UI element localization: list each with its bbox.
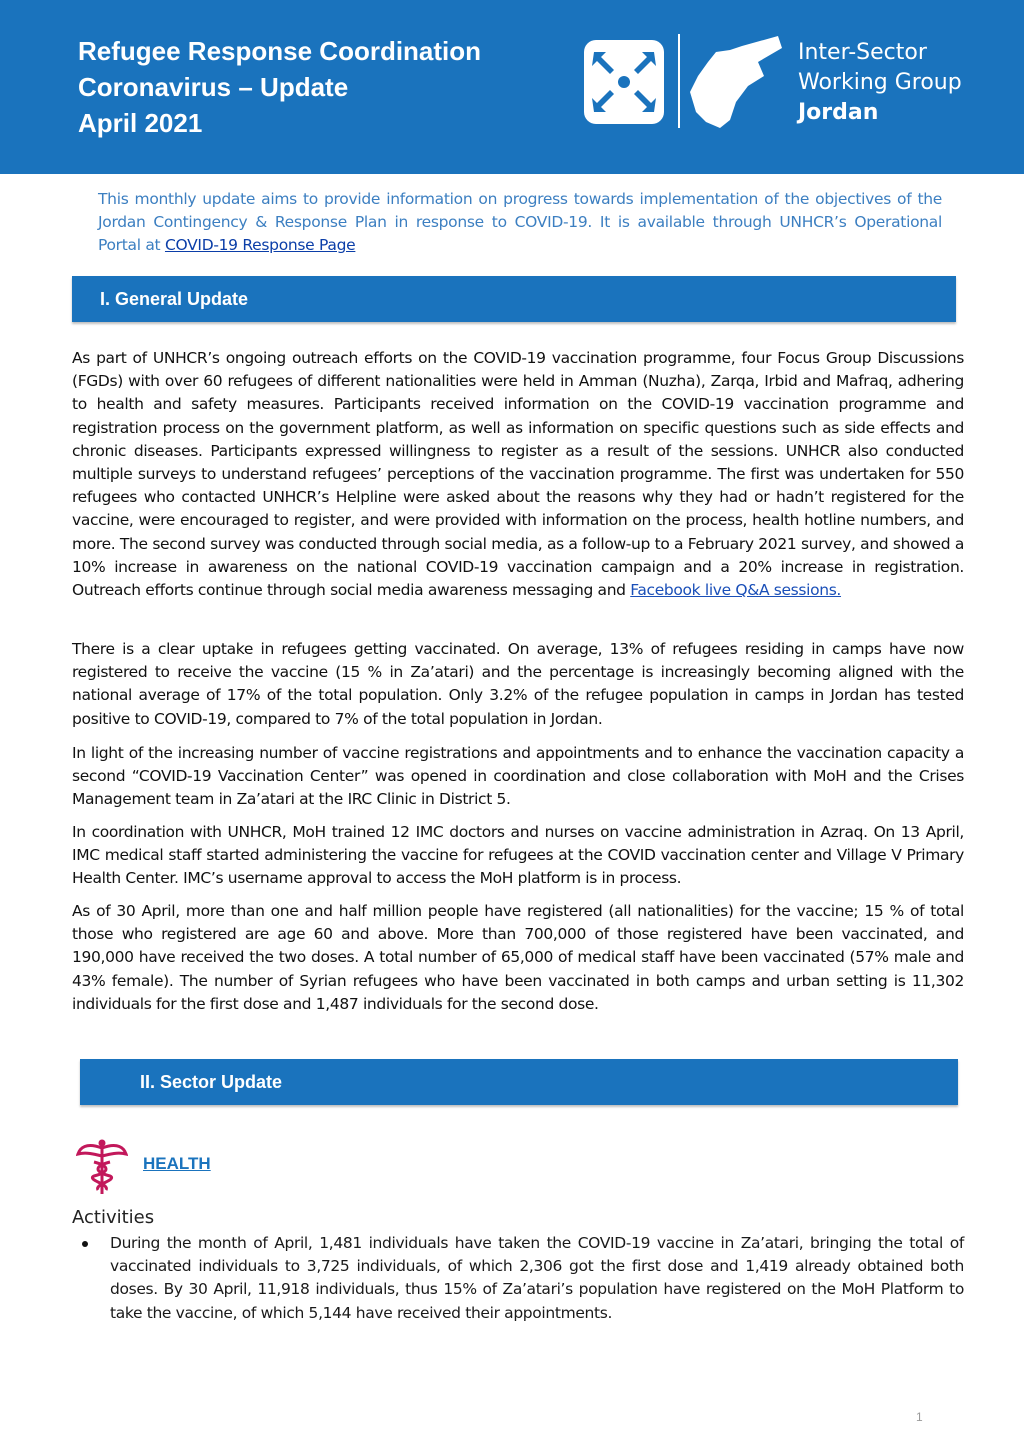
report-subtitle: Coronavirus – Update xyxy=(78,72,349,102)
page-number: 1 xyxy=(916,1410,923,1424)
general-update-paragraph-4: In coordination with UNHCR, MoH trained 12 IMC doctors and nurses on vaccine administration in Azraq. On 13 April, IMC medical staff started administering the vaccine for refugees at the COVID vaccination center and Village V Primary Health Center. IMC’s username approval to access the MoH platform is in process. xyxy=(72,823,964,888)
logo-divider xyxy=(678,34,680,128)
general-update-paragraph-5: As of 30 April, more than one and half million people have registered (all nationalities) for the vaccine; 15 % of total those who registered are age 60 and above. More than 700,000 of those registered have been vaccinated, and 190,000 have received the two doses. A total number of 65,000 of medical staff have been vaccinated (57% male and 43% female). The number of Syrian refugees who have been vaccinated in both camps and urban setting is 11,302 individuals for the first dose and 1,487 individuals for the second dose. xyxy=(72,902,964,1013)
jordan-map-icon xyxy=(686,32,786,130)
caduceus-icon xyxy=(76,1138,128,1196)
health-section-link[interactable]: HEALTH xyxy=(143,1154,211,1173)
general-update-paragraph-1 xyxy=(72,347,964,602)
list-item-text: During the month of April, 1,481 individuals have taken the COVID-19 vaccine in Za’atari, bringing the total of vaccinated individuals to 3,725 individuals, of which 2,306 got the first dose and 1,419 already obtained both doses. By 30 April, 11,918 individuals, thus 15% of Za’atari’s population have registered on the MoH Platform to take the vaccine, of which 5,144 have received their appointments. xyxy=(110,1234,964,1322)
arrows-converging-icon xyxy=(584,40,664,124)
general-update-paragraph-2: There is a clear uptake in refugees getting vaccinated. On average, 13% of refugees residing in camps have now registered to receive the vaccine (15 % in Za’atari) and the percentage is increasingly becoming aligned with the national average of 17% of the total population. Only 3.2% of the refugee population in camps in Jordan has tested positive to COVID-19, compared to 7% of the total population in Jordan. xyxy=(72,640,964,728)
org-name-line-1: Inter-Sector xyxy=(798,40,927,65)
general-update-paragraph-3: In light of the increasing number of vaccine registrations and appointments and to enhance the vaccination capacity a second “COVID-19 Vaccination Center” was opened in coordination and close collaboration with MoH and the Crises Management team in Za’atari at the IRC Clinic in District 5. xyxy=(72,744,964,809)
list-item xyxy=(72,1232,964,1325)
header-banner xyxy=(0,0,1024,174)
paragraph-text: As part of UNHCR’s ongoing outreach efforts on the COVID-19 vaccination programme, four Focus Group Discussions (FGDs) with over 60 refugees of different nationalities were held in Amman (Nuzha), Zarqa, Irbid and Mafraq, adhering to health and safety measures. Participants received information on the COVID-19 vaccination programme and registration process on the government platform, as well as information on specific questions such as side effects and chronic diseases. Participants expressed willingness to register as a result of the sessions. UNHCR also conducted multiple surveys to understand refugees’ perceptions of the vaccination programme. The first was undertaken for 550 refugees who contacted UNHCR’s Helpline were asked about the reasons why they had or hadn’t registered for the vaccine, were encouraged to register, and were provided with information on the process, health hotline numbers, and more. The second survey was conducted through social media, as a follow-up to a February 2021 survey, and showed a 10% increase in awareness on the national COVID-19 vaccination campaign and a 20% increase in registration. Outreach efforts continue through social media awareness messaging and xyxy=(72,349,964,600)
facebook-live-link[interactable]: Facebook live Q&A sessions. xyxy=(630,581,842,600)
section-heading-general-update: I. General Update xyxy=(72,276,956,322)
report-date: April 2021 xyxy=(78,108,203,138)
bullet-icon xyxy=(82,1241,88,1247)
org-name-line-3: Jordan xyxy=(798,100,879,125)
activities-heading: Activities xyxy=(72,1207,155,1228)
covid-response-page-link[interactable]: COVID-19 Response Page xyxy=(164,236,356,254)
section-heading-sector-update: II. Sector Update xyxy=(80,1059,958,1105)
report-title: Refugee Response Coordination xyxy=(78,36,482,66)
org-name-line-2: Working Group xyxy=(798,70,962,95)
intro-text: This monthly update aims to provide information on progress towards implementation of the objectives of the Jordan Contingency & Response Plan in response to COVID-19. It is available through UNHCR’s Operational Portal at xyxy=(98,190,942,254)
health-activities-list xyxy=(72,1232,964,1325)
intro-paragraph xyxy=(98,188,942,257)
